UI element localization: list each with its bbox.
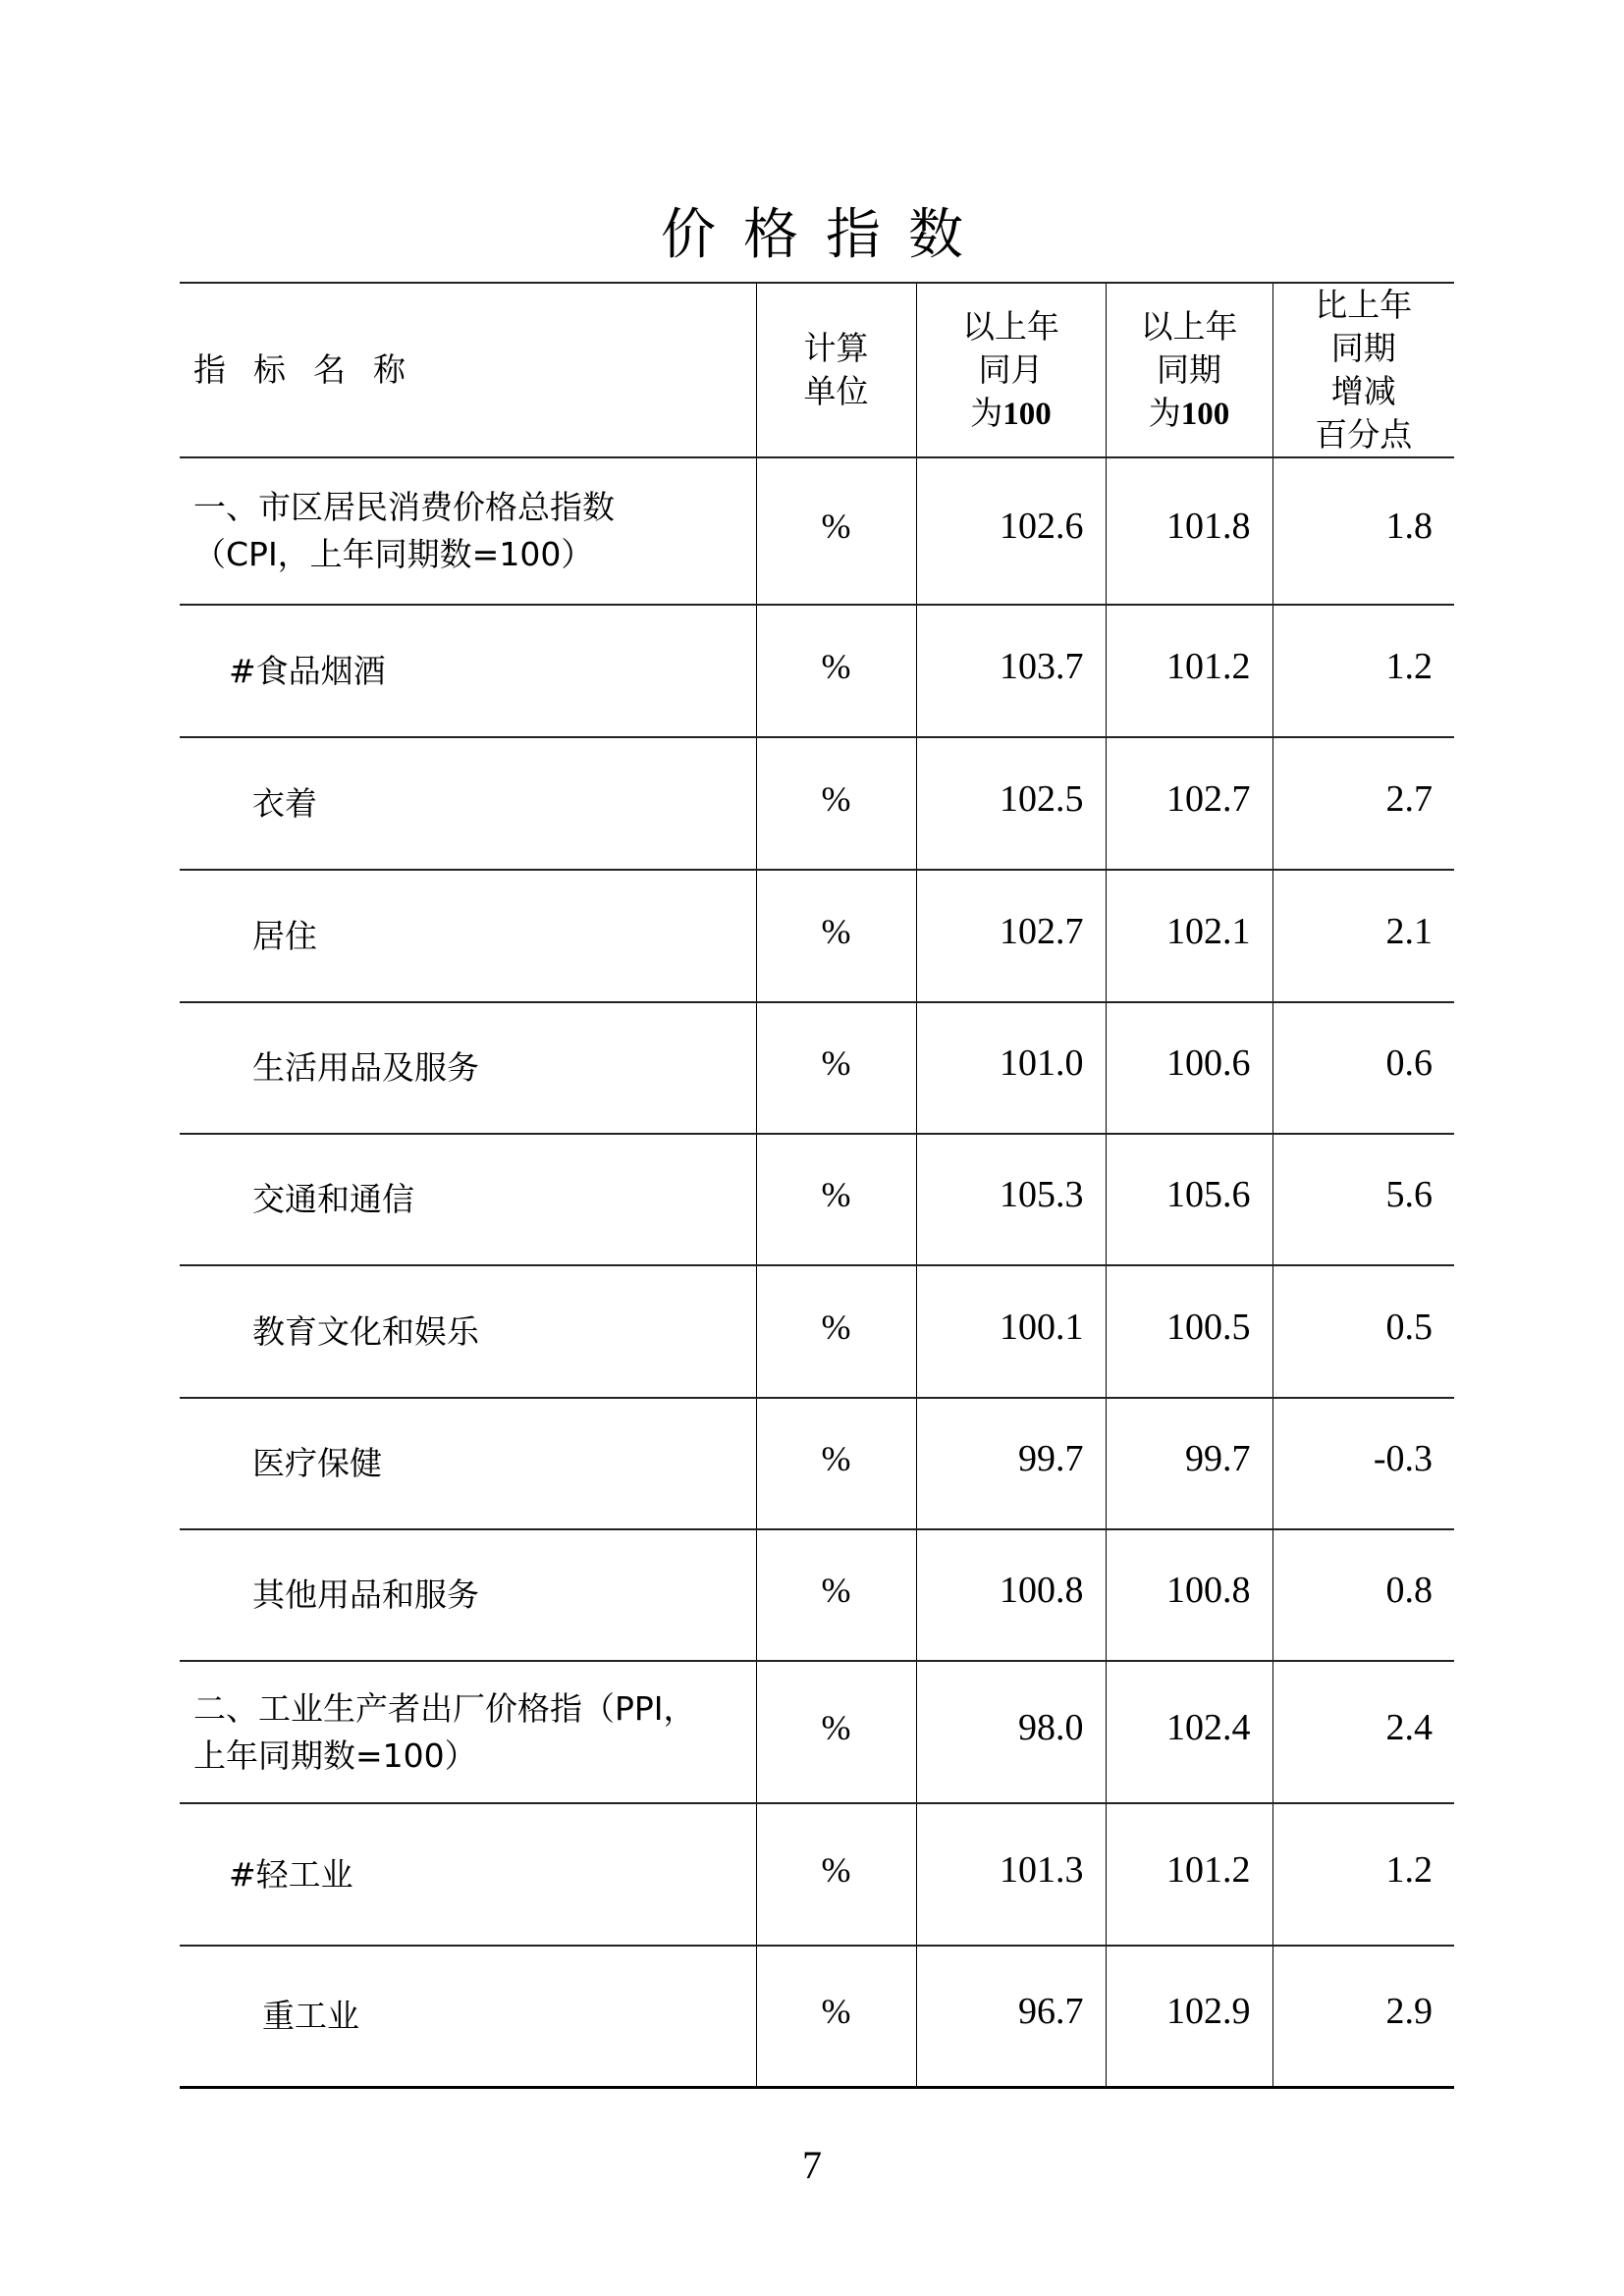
row-change-points: 1.8 <box>1272 457 1454 605</box>
row-change-points: 2.9 <box>1272 1946 1454 2087</box>
header-change-points <box>1272 283 1454 457</box>
row-unit: % <box>756 1134 916 1265</box>
row-name-line: （CPI，上年同期数=100） <box>193 535 594 573</box>
row-same-period: 101.8 <box>1106 457 1272 605</box>
row-same-month: 102.7 <box>916 870 1106 1002</box>
row-unit: % <box>756 1803 916 1946</box>
row-unit: % <box>756 1265 916 1398</box>
table-row <box>180 1265 1454 1398</box>
header-line: 增减 <box>1330 372 1396 410</box>
row-name: 重工业 <box>262 1996 359 2035</box>
row-change-points: 2.1 <box>1272 870 1454 1002</box>
row-name: #食品烟酒 <box>229 651 386 690</box>
row-same-period: 101.2 <box>1106 1803 1272 1946</box>
table-row <box>180 737 1454 870</box>
header-prefix: 为 <box>1148 393 1181 432</box>
row-name: 其他用品和服务 <box>252 1575 479 1614</box>
table-row <box>180 1946 1454 2087</box>
row-same-month: 102.5 <box>916 737 1106 870</box>
header-line: 同月 <box>978 349 1044 389</box>
row-same-period: 100.8 <box>1106 1529 1272 1661</box>
row-change-points: 5.6 <box>1272 1134 1454 1265</box>
table-row <box>180 1002 1454 1134</box>
row-same-period: 100.6 <box>1106 1002 1272 1134</box>
row-same-period: 102.7 <box>1106 737 1272 870</box>
header-unit-line: 计算 <box>803 329 869 367</box>
row-same-period: 101.2 <box>1106 605 1272 737</box>
row-unit: % <box>756 605 916 737</box>
row-same-period: 105.6 <box>1106 1134 1272 1265</box>
row-name: 交通和通信 <box>252 1180 414 1218</box>
row-unit: % <box>756 737 916 870</box>
row-same-month: 100.8 <box>916 1529 1106 1661</box>
header-indicator-name: 指标名称 <box>193 350 433 389</box>
header-unit <box>756 283 916 457</box>
row-name <box>180 457 756 605</box>
row-same-month: 96.7 <box>916 1946 1106 2087</box>
table-row <box>180 605 1454 737</box>
row-change-points: 0.5 <box>1272 1265 1454 1398</box>
row-unit: % <box>756 1398 916 1529</box>
row-name: 生活用品及服务 <box>252 1048 479 1087</box>
price-index-table <box>180 282 1454 2089</box>
table-row <box>180 457 1454 605</box>
row-name-line: 二、工业生产者出厂价格指（PPI， <box>193 1688 696 1728</box>
row-same-month: 103.7 <box>916 605 1106 737</box>
row-same-month: 101.3 <box>916 1803 1106 1946</box>
row-same-period: 100.5 <box>1106 1265 1272 1398</box>
row-same-month: 105.3 <box>916 1134 1106 1265</box>
row-same-period: 102.1 <box>1106 870 1272 1002</box>
header-line <box>917 392 1106 436</box>
page-title: 价格指数 <box>661 203 991 267</box>
row-unit: % <box>756 870 916 1002</box>
row-same-period: 99.7 <box>1106 1398 1272 1529</box>
header-same-period <box>1106 283 1272 457</box>
row-name: 居住 <box>252 916 317 955</box>
table-row <box>180 1803 1454 1946</box>
row-same-month: 100.1 <box>916 1265 1106 1398</box>
header-num: 100 <box>1002 396 1052 432</box>
header-unit-line: 单位 <box>803 372 869 410</box>
table-header-row <box>180 283 1454 457</box>
header-line: 以上年 <box>1140 306 1238 346</box>
row-name: 教育文化和娱乐 <box>252 1311 479 1351</box>
row-change-points: 2.7 <box>1272 737 1454 870</box>
row-same-month: 99.7 <box>916 1398 1106 1529</box>
table-row <box>180 1398 1454 1529</box>
row-change-points: 0.6 <box>1272 1002 1454 1134</box>
row-same-period: 102.9 <box>1106 1946 1272 2087</box>
row-change-points: 2.4 <box>1272 1661 1454 1803</box>
row-name: 衣着 <box>252 783 317 823</box>
table-row <box>180 870 1454 1002</box>
header-num: 100 <box>1180 396 1230 432</box>
header-line: 同期 <box>1330 329 1396 367</box>
row-name-line: 一、市区居民消费价格总指数 <box>193 488 615 526</box>
row-name-line: 上年同期数=100） <box>193 1735 477 1775</box>
row-name <box>180 1661 756 1803</box>
row-unit: % <box>756 1529 916 1661</box>
row-same-month: 102.6 <box>916 457 1106 605</box>
row-change-points: 1.2 <box>1272 1803 1454 1946</box>
row-change-points: -0.3 <box>1272 1398 1454 1529</box>
row-same-month: 101.0 <box>916 1002 1106 1134</box>
row-unit: % <box>756 1661 916 1803</box>
page-number: 7 <box>802 2143 822 2187</box>
row-unit: % <box>756 1002 916 1134</box>
header-line: 百分点 <box>1315 415 1413 454</box>
header-line <box>1107 392 1272 436</box>
header-prefix: 为 <box>970 393 1003 432</box>
row-same-month: 98.0 <box>916 1661 1106 1803</box>
table-row <box>180 1661 1454 1803</box>
row-change-points: 0.8 <box>1272 1529 1454 1661</box>
table-row <box>180 1529 1454 1661</box>
header-line: 同期 <box>1157 349 1221 389</box>
row-same-period: 102.4 <box>1106 1661 1272 1803</box>
header-line: 比上年 <box>1315 286 1413 324</box>
table-row <box>180 1134 1454 1265</box>
header-line: 以上年 <box>962 306 1059 346</box>
row-unit: % <box>756 1946 916 2087</box>
row-unit: % <box>756 457 916 605</box>
row-name: #轻工业 <box>229 1854 353 1894</box>
row-change-points: 1.2 <box>1272 605 1454 737</box>
header-same-month <box>916 283 1106 457</box>
row-name: 医疗保健 <box>252 1444 382 1482</box>
